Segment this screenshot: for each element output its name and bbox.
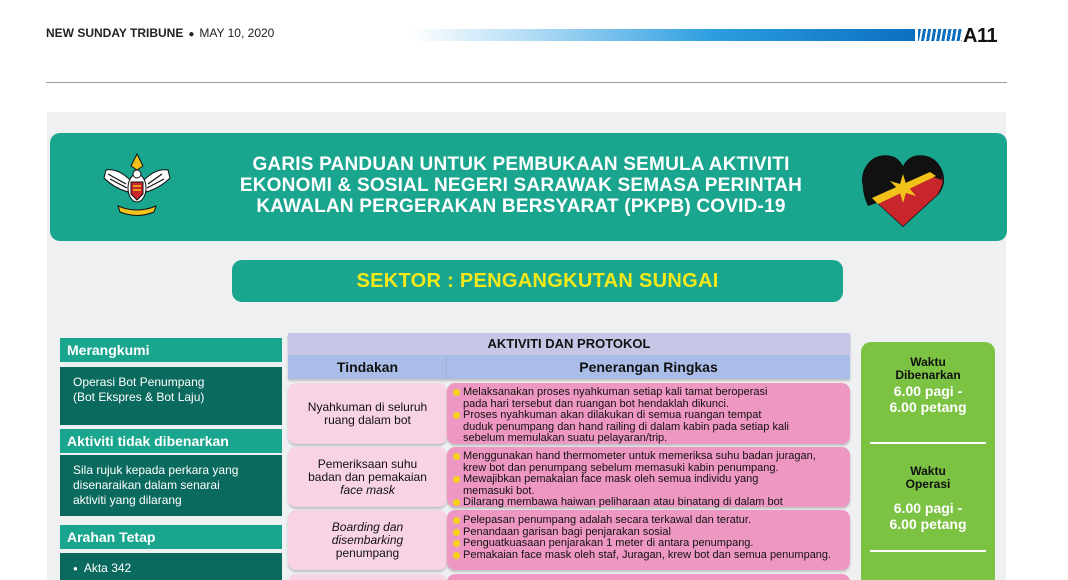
time-divider xyxy=(870,442,986,444)
section-line: (Bot Ekspres & Bot Laju) xyxy=(73,390,205,404)
poster-title-line: GARIS PANDUAN UNTUK PEMBUKAAN SEMULA AKTIVITI xyxy=(252,154,790,175)
publication-name: NEW SUNDAY TRIBUNE xyxy=(46,26,184,40)
separator-dot: ● xyxy=(188,29,195,40)
section-line: Sila rujuk kepada perkara yang xyxy=(73,463,239,477)
description-bullet: Pemakaian face mask oleh staf, Juragan, krew bot dan semua penumpang. xyxy=(453,550,844,562)
action-line: face mask xyxy=(340,482,395,497)
table-row-action xyxy=(288,510,447,570)
column-header-tindakan: Tindakan xyxy=(288,355,447,379)
action-line: disembarking xyxy=(331,532,404,547)
description-bullet: Penandaan garisan bagi penjarakan sosial xyxy=(453,527,844,539)
table-row-description xyxy=(447,510,850,570)
section-heading-aktiviti-tidak-dibenarkan: Aktiviti tidak dibenarkan xyxy=(60,429,282,453)
time-label-line: Waktu xyxy=(910,464,946,478)
action-line: penumpang xyxy=(335,545,400,560)
sarawak-flag-heart-icon xyxy=(858,150,948,230)
time-value-operasi xyxy=(861,500,995,532)
section-body-aktiviti-tidak-dibenarkan xyxy=(60,455,282,516)
time-label-line: Operasi xyxy=(905,477,951,491)
action-line: Boarding dan xyxy=(331,519,404,534)
section-line: disenaraikan dalam senarai xyxy=(73,478,220,492)
table-title: AKTIVITI DAN PROTOKOL xyxy=(288,333,850,355)
poster-title-line: KAWALAN PERGERAKAN BERSYARAT (PKPB) COVID-19 xyxy=(256,196,786,217)
description-bullet: Dilarang membawa haiwan peliharaan atau binatang di dalam bot xyxy=(453,497,844,509)
sector-banner: SEKTOR : PENGANGKUTAN SUNGAI xyxy=(232,260,843,302)
table-row-description xyxy=(447,447,850,507)
list-item: ● Akta 342 xyxy=(73,561,272,577)
table-row-action-partial xyxy=(288,574,447,580)
poster-title xyxy=(150,154,892,217)
action-line: Nyahkuman di seluruh xyxy=(307,399,428,414)
time-value-line: 6.00 petang xyxy=(889,516,967,532)
header-rule xyxy=(46,82,1007,83)
section-body-arahan-tetap xyxy=(60,553,282,580)
time-value-line: 6.00 petang xyxy=(889,399,967,415)
section-line: Operasi Bot Penumpang xyxy=(73,375,205,389)
action-line: badan dan pemakaian xyxy=(308,469,427,484)
description-bullet: Mewajibkan pemakaian face mask oleh semua individu yang memasuki bot. xyxy=(453,474,844,497)
time-value-line: 6.00 pagi - xyxy=(893,500,963,516)
masthead xyxy=(46,26,274,40)
action-line: ruang dalam bot xyxy=(324,412,411,427)
table-row-action xyxy=(288,383,447,444)
section-heading-merangkumi: Merangkumi xyxy=(60,338,282,362)
action-line: Pemeriksaan suhu xyxy=(317,456,418,471)
description-bullet: Menggunakan hand thermometer untuk memeriksa suhu badan juragan, krew bot dan penumpang sebelum memasuki kabin penumpang. xyxy=(453,451,844,474)
time-value-dibenarkan xyxy=(861,383,995,415)
header-bars xyxy=(918,29,962,41)
time-value-line: 6.00 pagi - xyxy=(893,383,963,399)
time-label-line: Dibenarkan xyxy=(895,368,961,382)
time-divider xyxy=(870,550,986,552)
header-gradient-stripe xyxy=(410,29,915,41)
table-row-description xyxy=(447,383,850,444)
section-heading-arahan-tetap: Arahan Tetap xyxy=(60,525,282,549)
poster-title-line: EKONOMI & SOSIAL NEGERI SARAWAK SEMASA PERINTAH xyxy=(239,175,803,196)
column-header-penerangan: Penerangan Ringkas xyxy=(447,355,850,379)
table-row-description-partial xyxy=(447,574,850,580)
description-bullet: Melaksanakan proses nyahkuman setiap kali tamat beroperasi pada hari tersebut dan ruangan bot hendaklah dikunci. xyxy=(453,387,844,410)
description-bullet: Pelepasan penumpang adalah secara terkawal dan teratur. xyxy=(453,515,844,527)
publication-date: MAY 10, 2020 xyxy=(199,26,275,40)
time-label-line: Waktu xyxy=(910,355,946,369)
page-number: A11 xyxy=(963,25,998,47)
table-row-action xyxy=(288,447,447,507)
time-label-dibenarkan xyxy=(861,356,995,382)
time-label-operasi xyxy=(861,465,995,491)
description-bullet: Penguatkuasaan penjarakan 1 meter di antara penumpang. xyxy=(453,538,844,550)
section-line: aktiviti yang dilarang xyxy=(73,493,182,507)
section-body-merangkumi xyxy=(60,367,282,425)
description-bullet: Proses nyahkuman akan dilakukan di semua ruangan tempat duduk penumpang dan hand railing di dalam kabin pada setiap kali sebelum memulakan suatu pelayaran/trip. xyxy=(453,410,844,445)
